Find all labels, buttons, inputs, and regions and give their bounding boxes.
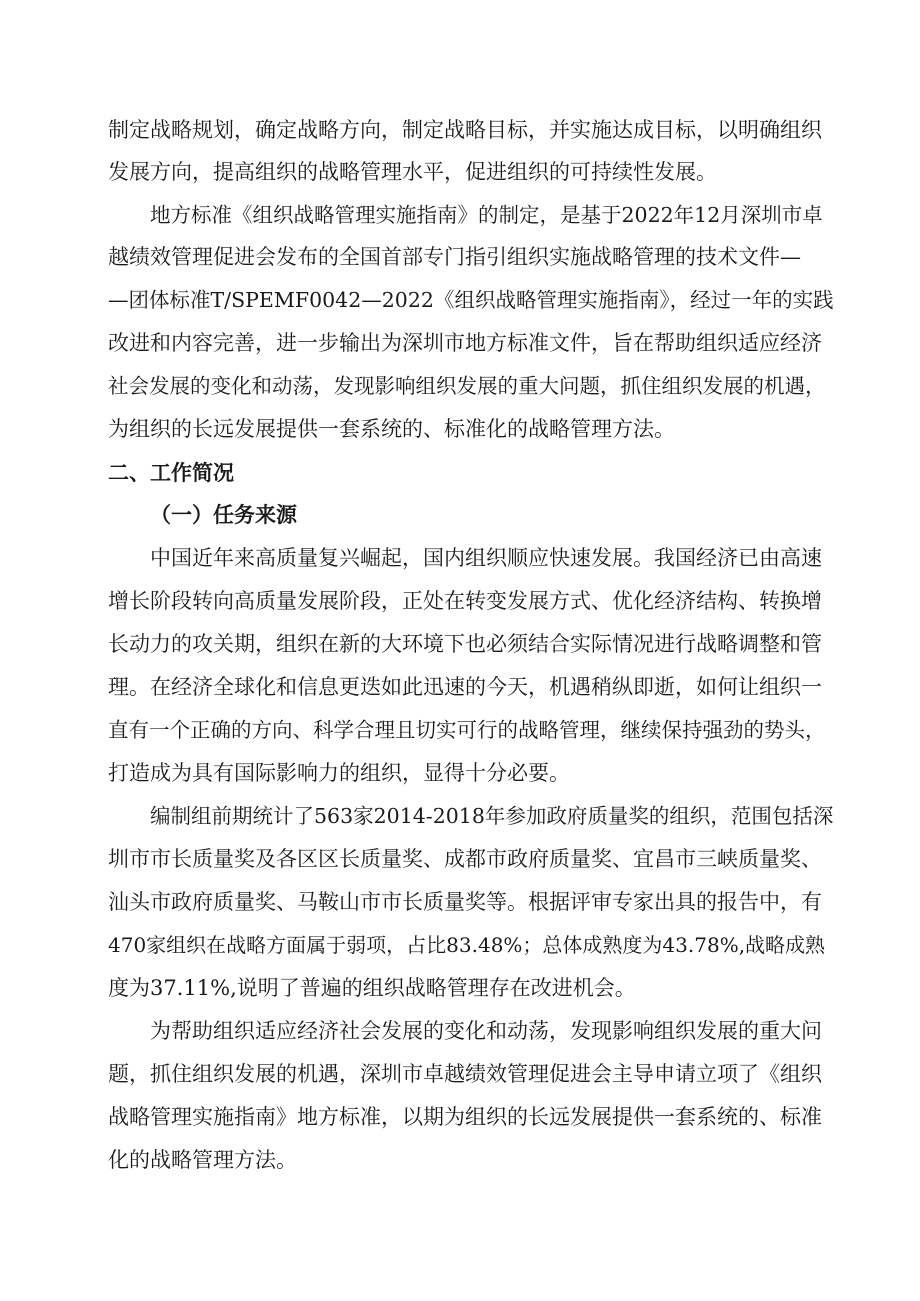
paragraph-2-line-1: 地方标准《组织战略管理实施指南》的制定，是基于2022年12月深圳市卓 [150, 203, 823, 227]
paragraph-4-line-2: 圳市市长质量奖及各区区长质量奖、成都市政府质量奖、宜昌市三峡质量奖、 [108, 847, 822, 871]
paragraph-4-line-4: 470家组织在战略方面属于弱项，占比83.48%；总体成熟度为43.78%,战略成熟 [108, 933, 826, 957]
paragraph-2-line-4: 改进和内容完善，进一步输出为深圳市地方标准文件，旨在帮助组织适应经济 [108, 331, 822, 355]
paragraph-2-line-6: 为组织的长远发展提供一套系统的、标准化的战略管理方法。 [108, 417, 675, 441]
paragraph-5-line-1: 为帮助组织适应经济社会发展的变化和动荡，发现影响组织发展的重大问 [150, 1019, 822, 1043]
paragraph-3-line-2: 增长阶段转向高质量发展阶段，正处在转变发展方式、优化经济结构、转换增 [108, 589, 822, 613]
paragraph-5-line-4: 化的战略管理方法。 [108, 1148, 297, 1172]
paragraph-3-line-4: 理。在经济全球化和信息更迭如此迅速的今天，机遇稍纵即逝，如何让组织一 [108, 675, 822, 699]
paragraph-3-line-5: 直有一个正确的方向、科学合理且切实可行的战略管理，继续保持强劲的势头， [108, 718, 826, 742]
paragraph-4-line-1: 编制组前期统计了563家2014-2018年参加政府质量奖的组织，范围包括深 [150, 804, 834, 828]
paragraph-3-line-6: 打造成为具有国际影响力的组织，显得十分必要。 [108, 761, 570, 785]
paragraph-3-line-3: 长动力的攻关期，组织在新的大环境下也必须结合实际情况进行战略调整和管 [108, 632, 822, 656]
paragraph-2-line-2: 越绩效管理促进会发布的全国首部专门指引组织实施战略管理的技术文件— [108, 245, 801, 269]
paragraph-2-line-5: 社会发展的变化和动荡，发现影响组织发展的重大问题，抓住组织发展的机遇， [108, 374, 826, 398]
paragraph-3-line-1: 中国近年来高质量复兴崛起，国内组织顺应快速发展。我国经济已由高速 [150, 546, 822, 570]
section-heading-work-overview: 二、工作简况 [108, 461, 234, 485]
subsection-heading-task-source: （一）任务来源 [150, 503, 297, 527]
paragraph-4-line-5: 度为37.11%,说明了普遍的组织战略管理存在改进机会。 [108, 976, 636, 1000]
paragraph-1-line-1: 制定战略规划，确定战略方向，制定战略目标，并实施达成目标，以明确组织 [108, 118, 822, 142]
paragraph-5-line-2: 题，抓住组织发展的机遇，深圳市卓越绩效管理促进会主导申请立项了《组织 [108, 1062, 822, 1086]
paragraph-2-line-3: —团体标准T/SPEMF0042—2022《组织战略管理实施指南》，经过一年的实践 [108, 288, 834, 312]
paragraph-4-line-3: 汕头市政府质量奖、马鞍山市市长质量奖等。根据评审专家出具的报告中，有 [108, 890, 822, 914]
paragraph-5-line-3: 战略管理实施指南》地方标准，以期为组织的长远发展提供一套系统的、标准 [108, 1105, 822, 1129]
paragraph-1-line-2: 发展方向，提高组织的战略管理水平，促进组织的可持续性发展。 [108, 160, 717, 184]
